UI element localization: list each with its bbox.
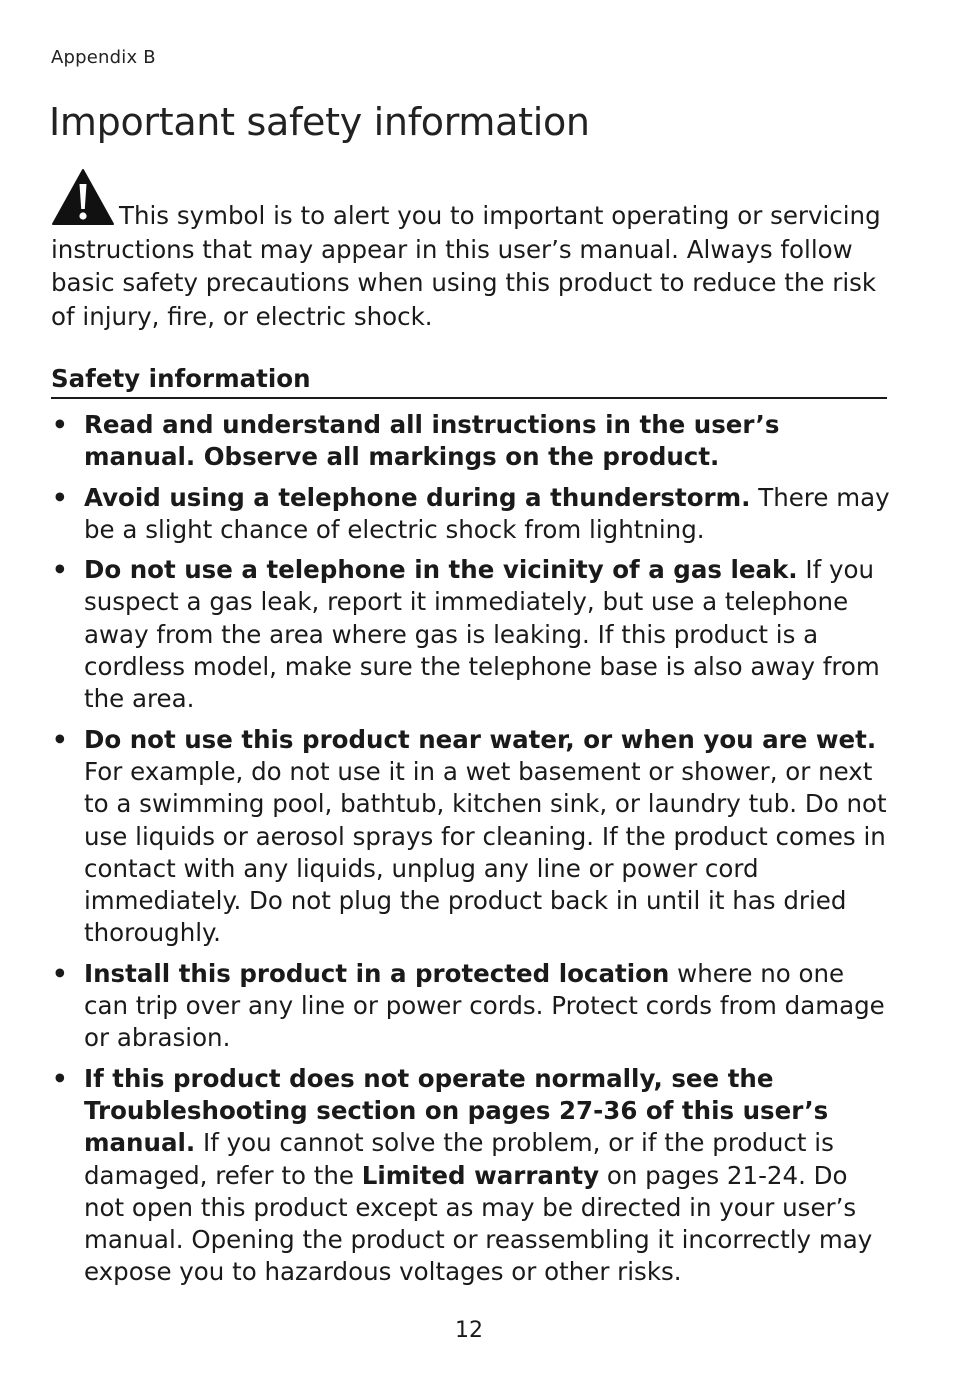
page-number: 12 <box>455 1318 483 1343</box>
section-heading: Safety information <box>51 364 887 399</box>
item-bold-text: Read and understand all instructions in the user’s manual. Observe all markings on the product. <box>84 410 780 472</box>
item-bold-text: If this product does not operate normally, see the Troubleshooting section on pages 27-36 of this user’s manual. <box>84 1063 829 1158</box>
list-item <box>51 724 891 950</box>
page-title: Important safety information <box>49 100 590 144</box>
item-bold-text: Avoid using a telephone during a thunderstorm. <box>84 482 751 512</box>
list-item <box>51 1063 891 1289</box>
bullet-marker: • <box>52 482 68 512</box>
item-bold-text: Do not use this product near water, or when you are wet. <box>84 724 877 754</box>
list-item <box>51 554 891 715</box>
item-text: If you suspect a gas leak, report it immediately, but use a telephone away from the area where gas is leaking. If this product is a cordless model, make sure the telephone base is also away from the area. <box>84 555 880 714</box>
bullet-marker: • <box>52 555 68 585</box>
list-item <box>51 958 891 1055</box>
intro-text: This symbol is to alert you to important operating or servicing instructions that may appear in this user’s manual. Always follow basic safety precautions when using this product to reduce the risk of injury, fire, or electric shock. <box>51 201 881 331</box>
list-item <box>51 409 891 474</box>
item-bold-text: Do not use a telephone in the vicinity of a gas leak. <box>84 555 798 585</box>
item-text: There may be a slight chance of electric shock from lightning. <box>84 482 890 544</box>
item-text: where no one can trip over any line or power cords. Protect cords from damage or abrasion. <box>84 958 885 1053</box>
intro-paragraph <box>51 168 891 333</box>
item-text-continued: on pages 21-24. Do not open this product except as may be directed in your user’s manual. Opening the product or reassembling it incorrectly may expose you to hazardous voltages or other risks. <box>84 1160 873 1287</box>
safety-list <box>51 409 891 1297</box>
item-text: For example, do not use it in a wet basement or shower, or next to a swimming pool, bathtub, kitchen sink, or laundry tub. Do not use liquids or aerosol sprays for cleaning. If the product comes in contact with any liquids, unplug any line or power cord immediately. Do not plug the product back in until it has dried thoroughly. <box>84 756 887 948</box>
warranty-reference: Limited warranty <box>361 1160 600 1190</box>
appendix-label: Appendix B <box>51 47 156 68</box>
item-text: If you cannot solve the problem, or if the product is damaged, refer to the <box>84 1128 834 1190</box>
list-item <box>51 482 891 547</box>
bullet-marker: • <box>52 958 68 988</box>
item-bold-text: Install this product in a protected location <box>84 958 670 988</box>
bullet-marker: • <box>52 410 68 439</box>
bullet-marker: • <box>52 1063 68 1093</box>
warning-triangle-icon <box>51 168 115 226</box>
bullet-marker: • <box>52 724 68 754</box>
